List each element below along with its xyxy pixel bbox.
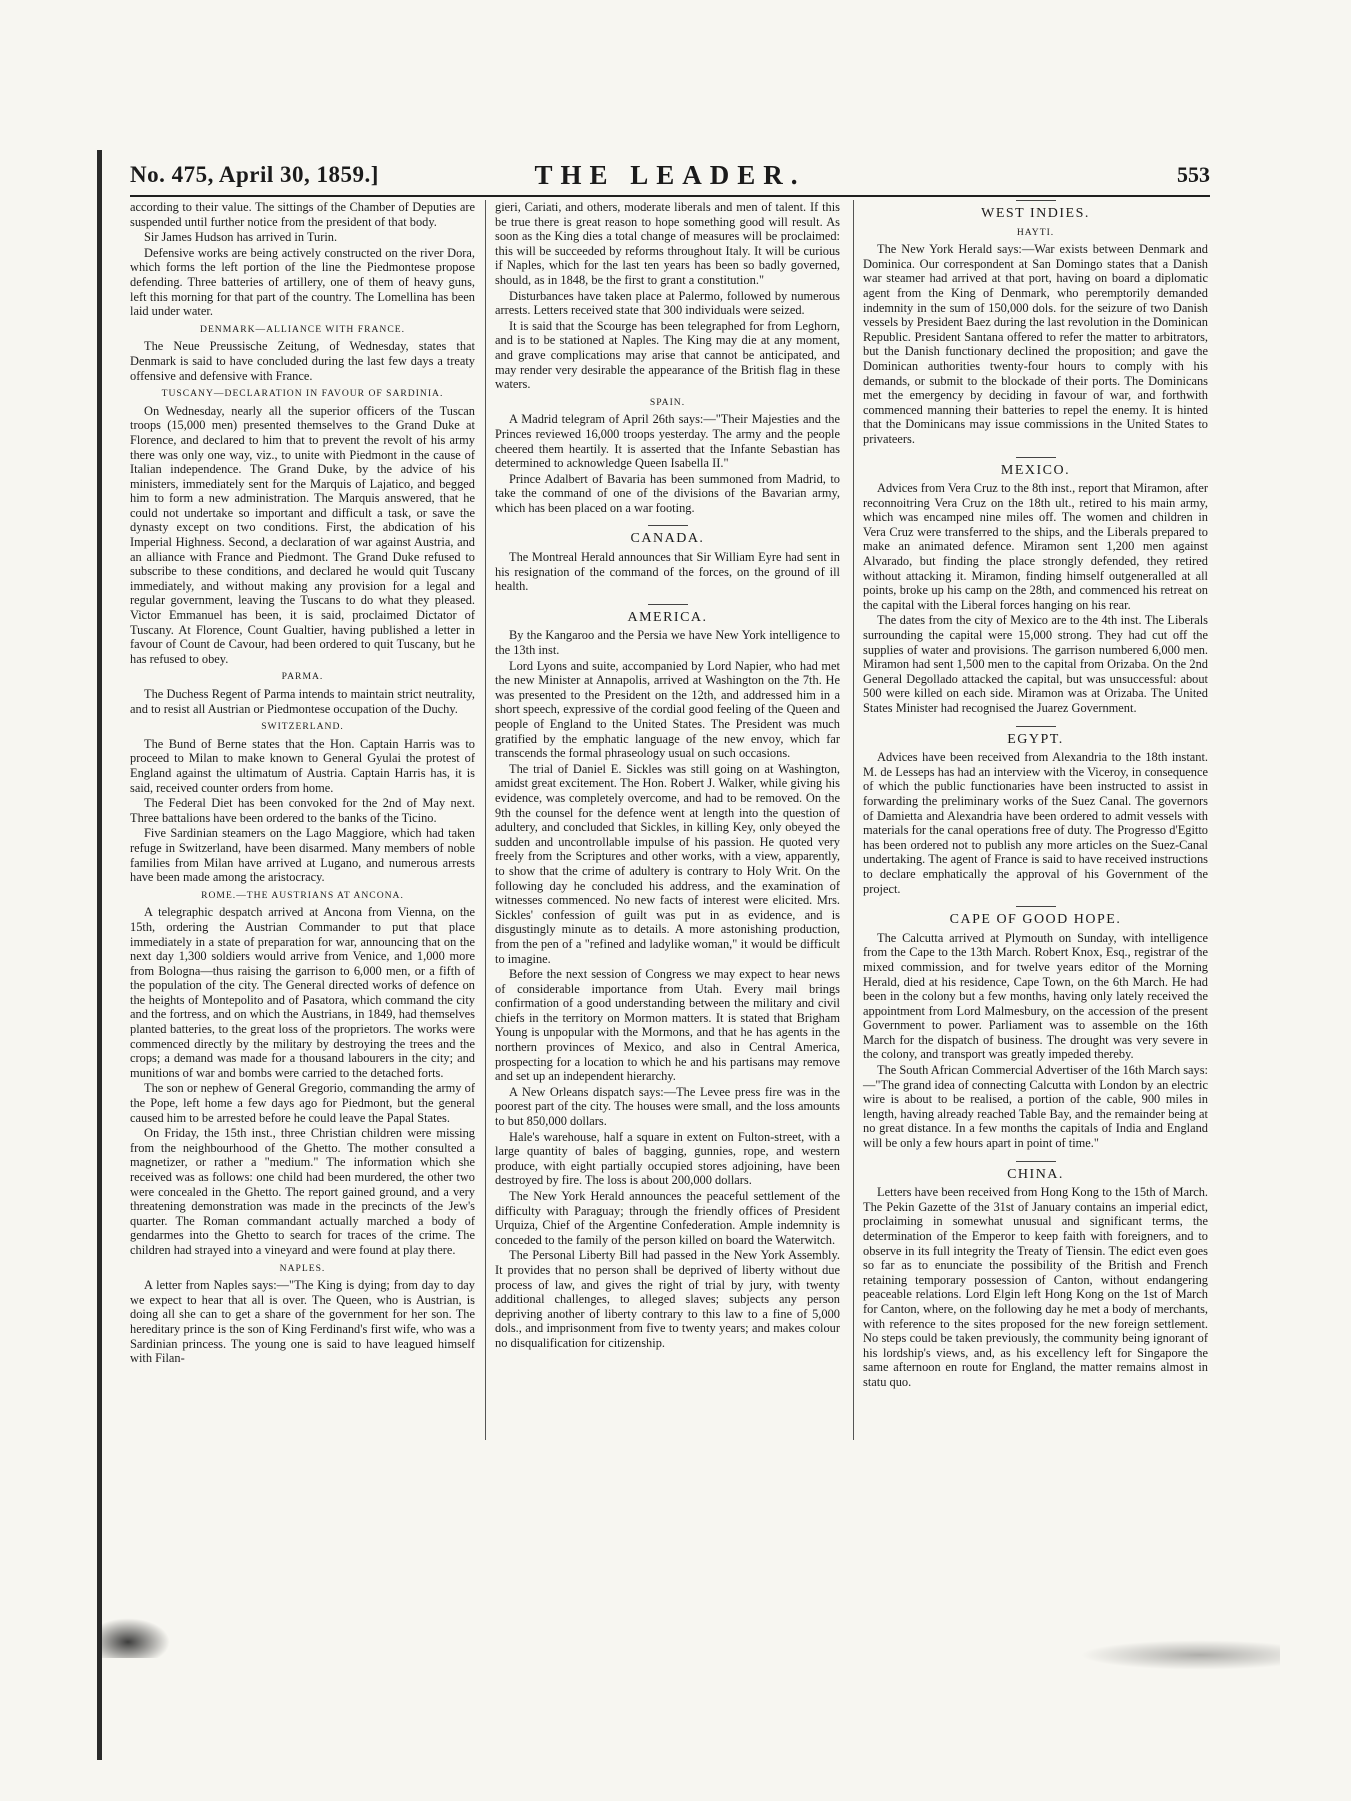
heading-mexico: MEXICO. bbox=[863, 457, 1208, 479]
subheading-naples: NAPLES. bbox=[279, 1262, 326, 1274]
heading-america: AMERICA. bbox=[495, 604, 840, 626]
subheading-parma: PARMA. bbox=[281, 671, 324, 683]
heading-cape-of-good-hope: CAPE OF GOOD HOPE. bbox=[863, 906, 1208, 928]
paragraph: On Friday, the 15th inst., three Christian children were missing from the neighbourhood of the Ghetto. The mother consulted a magnetizer, or rather a "medium." The information which she received was as follows: one child had been murdered, the other two were concealed in the Ghetto. The report gained ground, and a very threatening demonstration was made in the precincts of the Jew's quarter. The Roman commandant actually marched a body of gendarmes into the Ghetto to search for traces of the crime. The children had strayed into a vineyard and were found at play there. bbox=[130, 1126, 475, 1257]
column-rule bbox=[485, 200, 486, 1440]
paragraph: The son or nephew of General Gregorio, commanding the army of the Pope, left home a few days ago for Piedmont, but the general caused him to be arrested before he could leave the Papal States. bbox=[130, 1081, 475, 1125]
paragraph: Before the next session of Congress we may expect to hear news of considerable importance from Utah. Every mail brings confirmation of a good understanding between the military and civil chiefs in the territory on Mormon matters. It is stated that Brigham Young is unpopular with the Mormons, and that he has agents in the northern provinces of Mexico, and also in Central America, prospecting for a location to which he and his partisans may remove and set up an independent hierarchy. bbox=[495, 967, 840, 1084]
paragraph: Advices from Vera Cruz to the 8th inst., report that Miramon, after reconnoitring Vera Cruz on the 18th ult., retired to his main army, which was encamped nine miles off. The women and children in Vera Cruz were transferred to the ships, and the Liberals prepared to make an animated defence. Miramon sent 1,200 men against Alvarado, but finding the place strongly defended, they retired without attacking it. Miramon, finding himself outgeneralled at all points, broke up his camp on the 28th, and commenced his retreat on the capital with the Liberal forces hanging on his rear. bbox=[863, 481, 1208, 612]
paragraph: By the Kangaroo and the Persia we have New York intelligence to the 13th inst. bbox=[495, 628, 840, 658]
newspaper-title: THE LEADER. bbox=[534, 160, 806, 190]
paragraph: The Bund of Berne states that the Hon. Captain Harris was to proceed to Milan to make known to General Gyulai the protest of England against the ultimatum of Austria. Captain Harris has, it is said, received counter orders from home. bbox=[130, 736, 475, 795]
paragraph: The New York Herald says:—War exists between Denmark and Dominica. Our correspondent at San Domingo states that a Danish war steamer had arrived at that port, having on board a diplomatic agent from the King of Denmark, who peremptorily demanded indemnity in the sum of 150,000 dols. for the seizure of two Danish vessels by President Baez during the last revolution in the Dominican Republic. President Santana offered to refer the matter to arbitrators, but the Danish functionary declined the proposition; and gave the Dominican authorities twenty-four hours to comply with his demands, or submit to the blockade of their ports. The Dominicans met the emergency by deciding in favour of war, and forthwith commenced manning their batteries to repel the enemy. It is hinted that the Dominicans may issue commissions in the United States to privateers. bbox=[863, 242, 1208, 446]
masthead bbox=[130, 158, 1210, 192]
paragraph: Prince Adalbert of Bavaria has been summoned from Madrid, to take the command of one of the divisions of the Bavarian army, which has been placed on a war footing. bbox=[495, 471, 840, 515]
paragraph: according to their value. The sittings of the Chamber of Deputies are suspended until further notice from the president of that body. bbox=[130, 200, 475, 229]
subheading-hayti: HAYTI. bbox=[1016, 226, 1055, 238]
subheading-rome: ROME.—THE AUSTRIANS AT ANCONA. bbox=[201, 889, 404, 901]
paragraph: Sir James Hudson has arrived in Turin. bbox=[144, 230, 338, 245]
paragraph: Defensive works are being actively constructed on the river Dora, which forms the left portion of the line the Piedmontese propose defending. Three batteries of artillery, one of them of heavy guns, left this morning for that part of the country. The Lomellina has been laid under water. bbox=[130, 245, 475, 319]
column-rule bbox=[853, 200, 854, 1440]
paragraph: A New Orleans dispatch says:—The Levee press fire was in the poorest part of the city. The houses were small, and the loss amounts to but 850,000 dollars. bbox=[495, 1084, 840, 1129]
paragraph: Disturbances have taken place at Palermo, followed by numerous arrests. Letters received state that 300 individuals were seized. bbox=[495, 288, 840, 318]
paragraph: The Calcutta arrived at Plymouth on Sunday, with intelligence from the Cape to the 13th March. Robert Knox, Esq., registrar of the mixed commission, and for twelve years editor of the Morning Herald, died at his residence, Cape Town, on the 6th March. He had been in the colony but a few months, having only lately received the appointment from Lord Malmesbury, on the accession of the present Government to power. Parliament was to assemble on the 16th March for the dispatch of business. The drought was very severe in the colony, and transport was greatly impeded thereby. bbox=[863, 930, 1208, 1062]
binding-edge bbox=[97, 150, 102, 1760]
paragraph: The New York Herald announces the peaceful settlement of the difficulty with Paraguay; through the friendly offices of President Urquiza, Chief of the Argentine Confederation. Ample indemnity is conceded to the family of the person killed on board the Waterwitch. bbox=[495, 1189, 840, 1247]
paragraph: Letters have been received from Hong Kong to the 15th of March. The Pekin Gazette of the 31st of January contains an imperial edict, proclaiming in somewhat unusual and significant terms, the determination of the Emperor to keep faith with foreigners, and to observe in its full integrity the Treaty of Tiensin. The edict even goes so far as to enunciate the possibility of the British and French retaining temporary possession of Canton, without endangering peaceable relations. Lord Elgin left Hong Kong on the 1st of March for Canton, where, on the following day he met a body of merchants, with reference to the sites proposed for the new foreign settlement. No steps could be taken previously, the community being ignorant of his lordship's views, and, as his excellency left for Singapore the same afternoon en route for England, the matter remains almost in statu quo. bbox=[863, 1185, 1208, 1389]
column-1 bbox=[130, 200, 475, 1420]
paragraph: A telegraphic despatch arrived at Ancona from Vienna, on the 15th, ordering the Austrian Commander to put that place immediately in a state of preparation for war, announcing that on the next day 1,300 soldiers would arrive from Venice, and 1,000 more from Bologna—thus raising the garrison to 6,000 men, or a fifth of the population of the city. The General directed works of defence on the heights of Montepolito and of Pasatora, which command the city and the fortress, and on which the Austrians, in 1849, had themselves planted batteries, to the great loss of the proprietors. The works were commenced directly by the military by destroying the trees and the crops; a demand was made for a thousand labourers in the city; and munitions of war and bombs were carried to the detached forts. bbox=[130, 905, 475, 1080]
paragraph: A Madrid telegram of April 26th says:—"Their Majesties and the Princes reviewed 16,000 troops yesterday. The army and the people cheered them heartily. It is asserted that the Infante Sebastian has determined to acknowledge Queen Isabella II." bbox=[495, 412, 840, 471]
heading-canada: CANADA. bbox=[495, 525, 840, 547]
paragraph: Advices have been received from Alexandria to the 18th instant. M. de Lesseps has had an interview with the Viceroy, in consequence of which the public functionaries have been instructed to assist in forwarding the preliminary works of the Suez Canal. The governors of Damietta and Alexandria have been ordered to admit vessels with materials for the canal operations free of duty. The Progresso d'Egitto has been ordered not to publish any more articles on the Suez-Canal undertaking. The agent of France is said to have received instructions to declare emphatically the approval of his Government of the project. bbox=[863, 750, 1208, 896]
paragraph: The dates from the city of Mexico are to the 4th inst. The Liberals surrounding the capital were 15,000 strong. They had cut off the supplies of water and provisions. The garrison numbered 6,000 men. Miramon had sent 1,500 men to the capital from Orizaba. On the 2nd General Degollado attacked the capital, but was unsuccessful: about 500 were killed on each side. Miramon was at Orizaba. The United States Minister had recognised the Juarez Government. bbox=[863, 613, 1208, 715]
column-3 bbox=[863, 200, 1208, 1389]
paragraph: gieri, Cariati, and others, moderate liberals and men of talent. If this be true there is great reason to hope something good will result. As soon as the King dies a total change of measures will be proclaimed: this will be succeeded by reforms throughout Italy. It will be curious if Naples, which for the last ten years has been so badly governed, should, as in 1848, be the first to grant a constitution." bbox=[495, 200, 840, 287]
paragraph: The South African Commercial Advertiser of the 16th March says:—"The grand idea of connecting Calcutta with London by an electric wire is about to be realised, a portion of the cable, 900 miles in length, having already reached Table Bay, and the remainder being at no great distance. In a few months the capitals of India and England will be only a few hours apart in point of time." bbox=[863, 1063, 1208, 1151]
paragraph: The Neue Preussische Zeitung, of Wednesday, states that Denmark is said to have concluded during the last few days a treaty offensive and defensive with France. bbox=[130, 339, 475, 383]
header-rule bbox=[130, 195, 1210, 197]
paragraph: The Montreal Herald announces that Sir William Eyre had sent in his resignation of the command of the forces, on the ground of ill health. bbox=[495, 550, 840, 594]
paragraph: The Federal Diet has been convoked for the 2nd of May next. Three battalions have been ordered to the banks of the Ticino. bbox=[130, 796, 475, 825]
heading-china: CHINA. bbox=[863, 1161, 1208, 1183]
heading-west-indies: WEST INDIES. bbox=[863, 200, 1208, 222]
paragraph: The Duchess Regent of Parma intends to maintain strict neutrality, and to resist all Austrian or Piedmontese occupation of the Duchy. bbox=[130, 687, 475, 716]
page-number: 553 bbox=[1177, 162, 1210, 187]
paragraph: Five Sardinian steamers on the Lago Maggiore, which had taken refuge in Switzerland, have been disarmed. Many members of noble families from Milan have arrived at Lugano, and numerous arrests have been made among the aristocracy. bbox=[130, 826, 475, 885]
paragraph: The Personal Liberty Bill had passed in the New York Assembly. It provides that no person shall be deprived of liberty without due process of law, and gives the right of trial by jury, with twenty additional challenges, to alleged slaves; subjects any person depriving another of liberty contrary to this law to a fine of 5,000 dols., and imprisonment from five to twenty years; and makes colour no disqualification for citizenship. bbox=[495, 1248, 840, 1350]
ink-smudge bbox=[100, 1618, 170, 1658]
column-2 bbox=[495, 200, 840, 1440]
subheading-spain: SPAIN. bbox=[649, 396, 686, 408]
issue-date: No. 475, April 30, 1859.] bbox=[130, 162, 379, 187]
ink-smudge bbox=[1080, 1640, 1280, 1670]
paragraph: It is said that the Scourge has been telegraphed for from Leghorn, and is to be stationed at Naples. The King may die at any moment, and grave complications may arise that cannot be anticipated, and may render very desirable the appearance of the British flag in these waters. bbox=[495, 318, 840, 392]
paragraph: The trial of Daniel E. Sickles was still going on at Washington, amidst great excitement. The Hon. Robert J. Walker, while giving his evidence, was completely overcome, and had to be removed. On the 9th the counsel for the defence went at length into the question of adultery, and concluded that Sickles, in killing Key, only obeyed the sudden and uncontrollable impulse of his passion. He quoted very freely from the Scriptures and other works, with a view, apparently, to show that the crime of adultery is contrary to Holy Writ. On the following day he concluded his address, and the examination of witnesses commenced. No new facts of interest were elicited. Mrs. Sickles' confession of guilt was put in as evidence, and is disgustingly minute as to details. A more astonishing production, from the pen of a "refined and ladylike woman," it would be difficult to imagine. bbox=[495, 761, 840, 966]
subheading-switzerland: SWITZERLAND. bbox=[261, 721, 344, 733]
paragraph: On Wednesday, nearly all the superior officers of the Tuscan troops (15,000 men) presented themselves to the Grand Duke at Florence, and declared to him that to prevent the revolt of his army there was only one way, viz., to unite with Piedmont in the cause of Italian independence. The Grand Duke, by the advice of his ministers, immediately sent for the Marquis of Lajatico, and begged him to form a new administration. The Marquis answered, that he could not undertake so important and difficult a task, or save the dynasty except on two conditions. First, the abdication of his Imperial Highness. Second, a declaration of war against Austria, and an alliance with France and Piedmont. The Grand Duke refused to subscribe to these conditions, and declared he would quit Tuscany immediately, and without making any provision for a legal and regular government, leaving the Tuscans to do what they pleased. Victor Emmanuel has been, it is said, proclaimed Dictator of Tuscany. At Florence, Count Gualtier, having published a letter in favour of Count de Cavour, had been ordered to quit Tuscany, but he has refused to obey. bbox=[130, 403, 475, 666]
paragraph: Hale's warehouse, half a square in extent on Fulton-street, with a large quantity of bales of bagging, gunnies, rope, and western produce, with eight partially occupied stores adjoining, have been destroyed by fire. The loss is about 200,000 dollars. bbox=[495, 1129, 840, 1188]
heading-egypt: EGYPT. bbox=[863, 726, 1208, 748]
paragraph: A letter from Naples says:—"The King is dying; from day to day we expect to hear that all is over. The Queen, who is Austrian, is doing all she can to get a share of the government for her son. The hereditary prince is the son of King Ferdinand's first wife, who was a Sardinian princess. The young one is said to have leagued himself with Filan- bbox=[130, 1278, 475, 1366]
paragraph: Lord Lyons and suite, accompanied by Lord Napier, who had met the new Minister at Annapolis, arrived at Washington on the 7th. He was presented to the President on the 12th, and addressed him in a short speech, expressive of the cordial good feeling of the Queen and people of England to the United States. The President was much gratified by the emphatic language of the new envoy, which far transcends the formal phraseology usual on such occasions. bbox=[495, 658, 840, 761]
subheading-tuscany: TUSCANY—DECLARATION IN FAVOUR OF SARDINIA. bbox=[161, 388, 444, 400]
subheading-denmark: DENMARK—ALLIANCE WITH FRANCE. bbox=[200, 323, 405, 335]
